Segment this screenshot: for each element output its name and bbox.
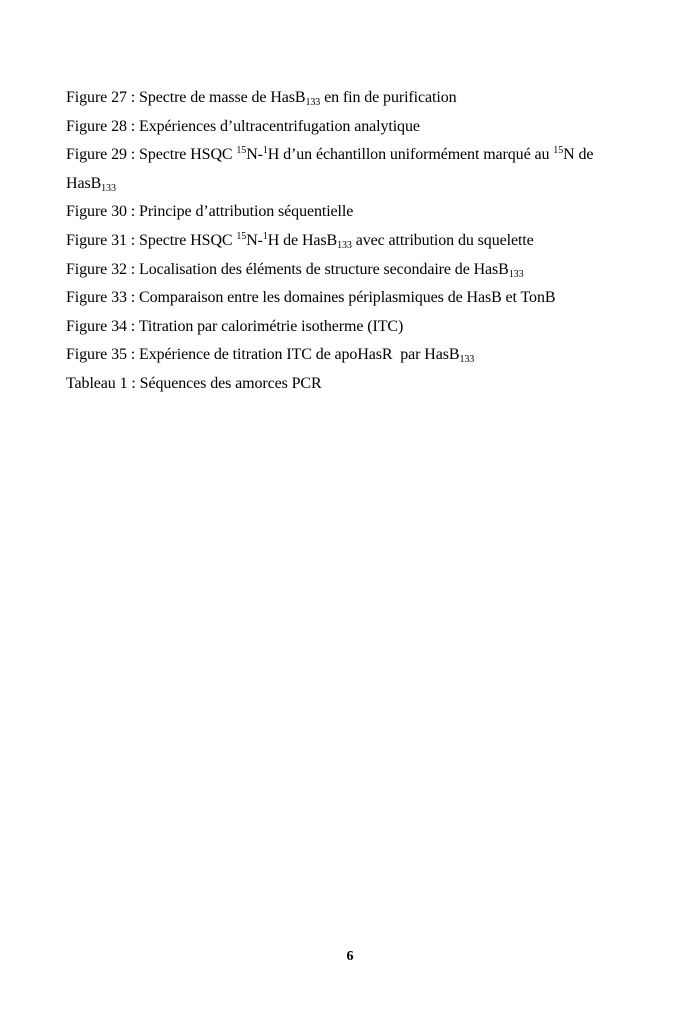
entry-title: Expérience de titration ITC de apoHasR par HasB [139,346,460,364]
entry-title: Spectre HSQC [139,146,237,164]
entry-separator: : [126,146,140,164]
list-item-figure-28 [66,113,636,142]
list-item-figure-33 [66,284,636,313]
list-item-tableau-1 [66,370,636,399]
entry-title-continued: avec attribution du squelette [351,231,534,249]
entry-title: Spectre de masse de HasB [139,89,306,106]
entry-separator: : [126,317,139,335]
entry-title: Séquences des amorces PCR [139,374,322,392]
entry-title-continued: N- [246,146,263,164]
entry-title-continued: en fin de purification [320,89,457,106]
entry-label: Figure 34 [66,317,127,335]
entry-title: Localisation des éléments de structure secondaire de HasB [139,260,509,278]
entry-title: Spectre HSQC [139,231,237,249]
list-item-figure-27 [66,84,636,113]
subscript: 133 [305,97,321,108]
entry-label: Figure 33 [66,289,127,307]
subscript: 133 [101,182,116,194]
list-item-figure-29-continuation [66,170,636,199]
entry-label: Figure 29 [66,146,127,164]
entry-separator: : [126,289,140,307]
subscript: 133 [508,268,524,280]
entry-label: Figure 28 [66,117,127,135]
entry-title-continued: HasB [66,174,102,192]
list-item-figure-30 [66,198,636,227]
entry-separator: : [126,89,140,106]
superscript: 15 [553,145,564,157]
subscript: 133 [459,354,475,366]
entry-title-continued: N de [563,146,594,164]
entry-label: Figure 35 [66,346,127,364]
list-of-figures [66,84,636,399]
entry-label: Figure 27 [66,89,127,106]
page-number: 6 [346,949,354,964]
entry-separator: : [126,203,140,221]
superscript: 1 [262,145,268,157]
entry-separator: : [126,117,140,135]
entry-label: Figure 30 [66,203,127,221]
entry-label: Tableau 1 [66,374,128,392]
entry-label: Figure 32 [66,260,127,278]
entry-title-continued: H de HasB [267,231,338,249]
entry-title-continued: N- [246,231,263,249]
superscript: 15 [236,145,247,157]
entry-title: Principe d’attribution séquentielle [139,203,354,221]
entry-separator: : [126,260,140,278]
list-item-figure-29 [66,141,636,170]
list-item-figure-32 [66,256,636,285]
list-item-figure-31 [66,227,636,256]
list-item-figure-35 [66,341,636,370]
entry-separator: : [127,374,140,392]
entry-title-continued: H d’un échantillon uniformément marqué au [267,146,554,164]
superscript: 15 [236,230,247,242]
entry-title: Comparaison entre les domaines périplasmiques de HasB et TonB [139,289,556,307]
entry-separator: : [126,231,140,249]
entry-separator: : [126,346,140,364]
subscript: 133 [337,239,352,251]
entry-label: Figure 31 [66,231,127,249]
superscript: 1 [262,230,268,242]
entry-title: Expériences d’ultracentrifugation analytique [139,117,420,135]
entry-title: Titration par calorimétrie isotherme (ITC) [138,317,404,335]
list-item-figure-34 [66,313,636,342]
